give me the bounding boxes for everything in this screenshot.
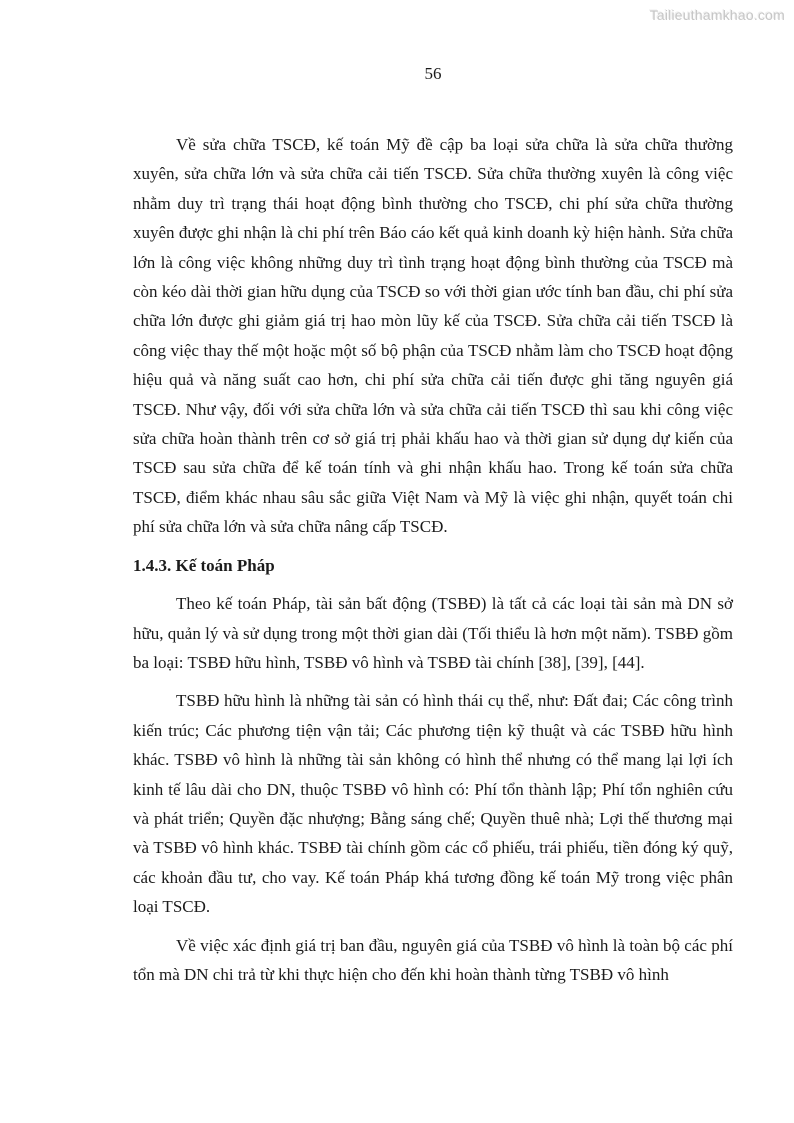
text-block xyxy=(133,130,733,998)
section-heading-1-4-3: 1.4.3. Kế toán Pháp xyxy=(133,555,275,575)
page-number: 56 xyxy=(424,64,442,83)
watermark-text: Tailieuthamkhao.com xyxy=(649,7,785,23)
paragraph-tsbd-classification: TSBĐ hữu hình là những tài sản có hình thái cụ thể, như: Đất đai; Các công trình kiến trúc; Các phương tiện vận tải; Các phương tiện kỹ thuật và các TSBĐ hữu hình khác. TSBĐ vô hình là những tài sản không có hình thể nhưng có thể mang lại lợi ích kinh tế lâu dài cho DN, thuộc TSBĐ vô hình có: Phí tổn thành lập; Phí tổn nghiên cứu và phát triển; Quyền đặc nhượng; Bằng sáng chế; Quyền thuê nhà; Lợi thế thương mại và TSBĐ vô hình khác. TSBĐ tài chính gồm các cổ phiếu, trái phiếu, tiền đóng ký quỹ, các khoản đầu tư, cho vay. Kế toán Pháp khá tương đồng kế toán Mỹ trong việc phân loại TSCĐ. xyxy=(133,691,733,917)
paragraph-initial-value: Về việc xác định giá trị ban đầu, nguyên giá của TSBĐ vô hình là toàn bộ các phí tổn mà DN chi trả từ khi thực hiện cho đến khi hoàn thành từng TSBĐ vô hình xyxy=(133,935,733,984)
paragraph-french-accounting-definition: Theo kế toán Pháp, tài sản bất động (TSBĐ) là tất cả các loại tài sản mà DN sở hữu, quản lý và sử dụng trong một thời gian dài (Tối thiểu là hơn một năm). TSBĐ gồm ba loại: TSBĐ hữu hình, TSBĐ vô hình và TSBĐ tài chính [38], [39], [44]. xyxy=(133,594,733,672)
paragraph-repairs-us-accounting: Về sửa chữa TSCĐ, kế toán Mỹ đề cập ba loại sửa chữa là sửa chữa thường xuyên, sửa chữa lớn và sửa chữa cải tiến TSCĐ. Sửa chữa thường xuyên là công việc nhằm duy trì trạng thái hoạt động bình thường cho TSCĐ, chi phí sửa chữa thường xuyên được ghi nhận là chi phí trên Báo cáo kết quả kinh doanh kỳ hiện hành. Sửa chữa lớn là công việc không những duy trì tình trạng hoạt động bình thường của TSCĐ mà còn kéo dài thời gian hữu dụng của TSCĐ so với thời gian ước tính ban đầu, chi phí sửa chữa lớn được ghi giảm giá trị hao mòn lũy kế của TSCĐ. Sửa chữa cải tiến TSCĐ là công việc thay thế một hoặc một số bộ phận của TSCĐ nhằm làm cho TSCĐ hoạt động hiệu quả và năng suất cao hơn, chi phí sửa chữa cải tiến được ghi tăng nguyên giá TSCĐ. Như vậy, đối với sửa chữa lớn và sửa chữa cải tiến TSCĐ thì sau khi công việc sửa chữa hoàn thành trên cơ sở giá trị phải khấu hao và thời gian sử dụng dự kiến của TSCĐ sau sửa chữa để kế toán tính và ghi nhận khấu hao. Trong kế toán sửa chữa TSCĐ, điểm khác nhau sâu sắc giữa Việt Nam và Mỹ là việc ghi nhận, quyết toán chi phí sửa chữa lớn và sửa chữa nâng cấp TSCĐ. xyxy=(133,135,733,537)
